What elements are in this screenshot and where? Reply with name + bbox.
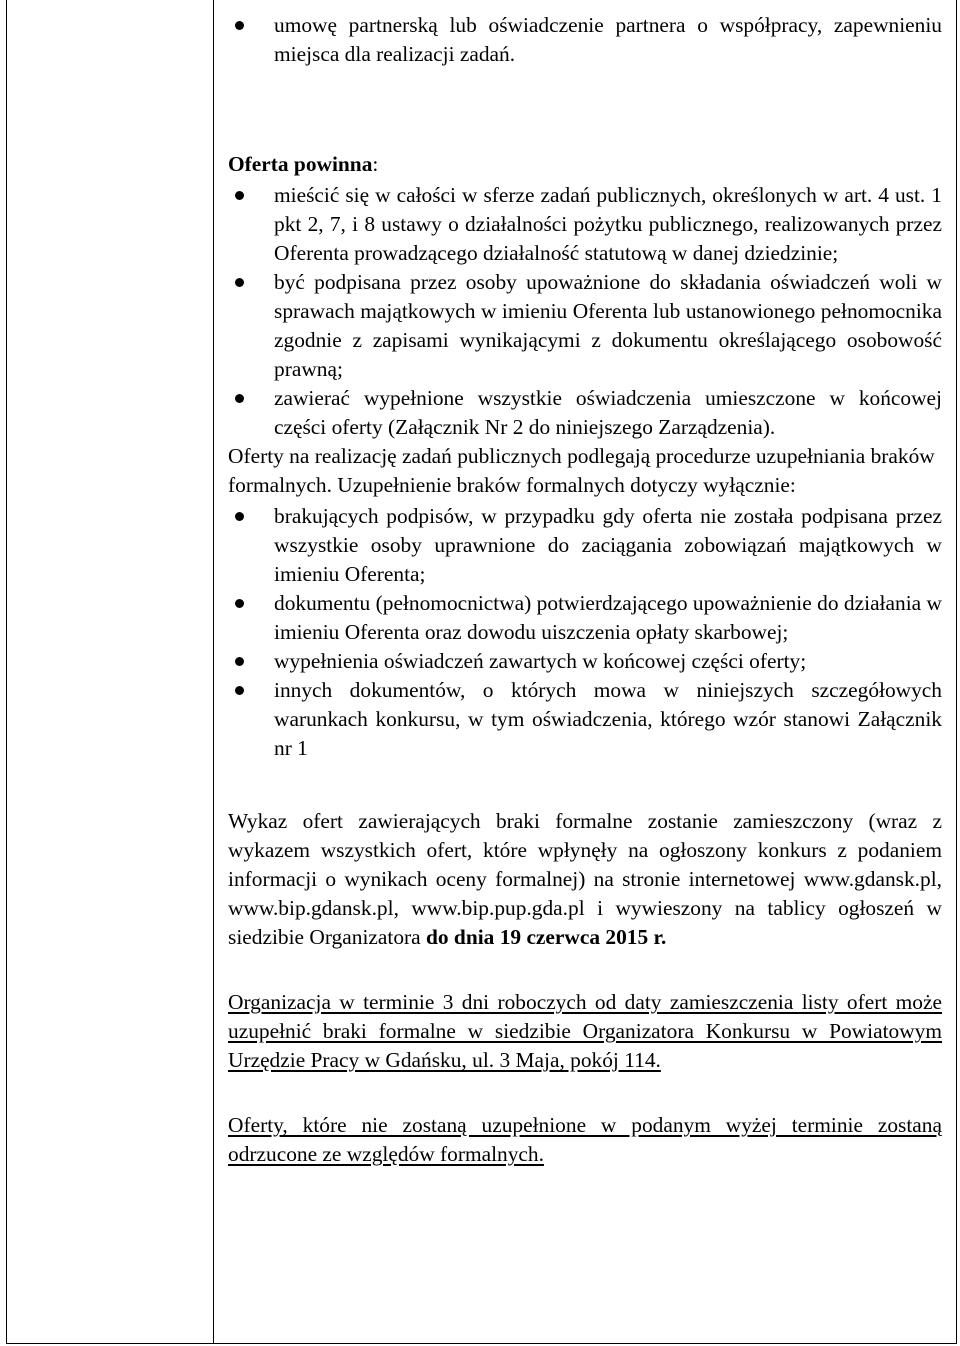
bullet-icon <box>235 191 244 200</box>
list-item-text: umowę partnerską lub oświadczenie partnera o współpracy, zapewnieniu miejsca dla realizacji zadań. <box>274 13 942 66</box>
list-item <box>228 384 942 442</box>
list-requirements <box>228 181 942 442</box>
paragraph-braki: Oferty na realizację zadań publicznych podlegają procedurze uzupełniania braków formalnych. Uzupełnienie braków formalnych dotyczy wyłącznie: <box>228 444 935 497</box>
bullet-icon <box>235 21 244 30</box>
paragraph-wykaz <box>228 807 942 952</box>
list-item <box>228 268 942 384</box>
wykaz-deadline: do dnia 19 czerwca 2015 r. <box>425 925 667 949</box>
list-item-text: zawierać wypełnione wszystkie oświadczenia umieszczone w końcowej części oferty (Załącznik Nr 2 do niniejszego Zarządzenia). <box>274 386 942 439</box>
list-top <box>228 11 942 69</box>
bullet-icon <box>235 686 244 695</box>
list-braki <box>228 502 942 763</box>
paragraph-organizacja: Organizacja w terminie 3 dni roboczych od daty zamieszczenia listy ofert może uzupełnić braki formalne w siedzibie Organizatora Konkursu w Powiatowym Urzędzie Pracy w Gdańsku, ul. 3 Maja, pokój 114. <box>228 990 942 1072</box>
bullet-icon <box>235 512 244 521</box>
heading-rest: : <box>372 152 379 176</box>
section-heading <box>228 150 942 179</box>
list-item-text: dokumentu (pełnomocnictwa) potwierdzającego upoważnienie do działania w imieniu Oferenta oraz dowodu uiszczenia opłaty skarbowej; <box>274 591 942 644</box>
list-item <box>228 647 942 676</box>
bullet-icon <box>235 394 244 403</box>
wykaz-text: Wykaz ofert zawierających braki formalne zostanie zamieszczony (wraz z wykazem wszystkich ofert, które wpłynęły na ogłoszony konkurs z podaniem informacji o wynikach oceny formalnej) na stronie internetowej www.gdansk.pl, www.bip.gdansk.pl, www.bip.pup.gda.pl i wywieszony na tablicy ogłoszeń w siedzibie Organizatora <box>228 809 942 949</box>
paragraph-odrzucone: Oferty, które nie zostaną uzupełnione w podanym wyżej terminie zostaną odrzucone ze względów formalnych. <box>228 1113 942 1166</box>
list-item-text: być podpisana przez osoby upoważnione do składania oświadczeń woli w sprawach majątkowych w imieniu Oferenta lub ustanowionego pełnomocnika zgodnie z zapisami wynikającymi z dokumentu określającego osobowość prawną; <box>274 270 942 381</box>
heading-bold: Oferta powinna <box>228 152 373 176</box>
list-item-text: innych dokumentów, o których mowa w niniejszych szczegółowych warunkach konkursu, w tym oświadczenia, którego wzór stanowi Załącznik nr 1 <box>274 678 942 760</box>
list-item-text: wypełnienia oświadczeń zawartych w końcowej części oferty; <box>274 649 807 673</box>
bullet-icon <box>235 657 244 666</box>
column-divider <box>213 0 214 1344</box>
document-content <box>228 11 942 1169</box>
bullet-icon <box>235 278 244 287</box>
list-item <box>228 181 942 268</box>
list-item <box>228 502 942 589</box>
bullet-icon <box>235 599 244 608</box>
list-item <box>228 589 942 647</box>
list-item <box>228 11 942 69</box>
list-item <box>228 676 942 763</box>
list-item-text: brakujących podpisów, w przypadku gdy oferta nie została podpisana przez wszystkie osoby uprawnione do zaciągania zobowiązań majątkowych w imieniu Oferenta; <box>274 504 942 586</box>
list-item-text: mieścić się w całości w sferze zadań publicznych, określonych w art. 4 ust. 1 pkt 2, 7, i 8 ustawy o działalności pożytku publicznego, realizowanych przez Oferenta prowadzącego działalność statutową w danej dziedzinie; <box>274 183 942 265</box>
